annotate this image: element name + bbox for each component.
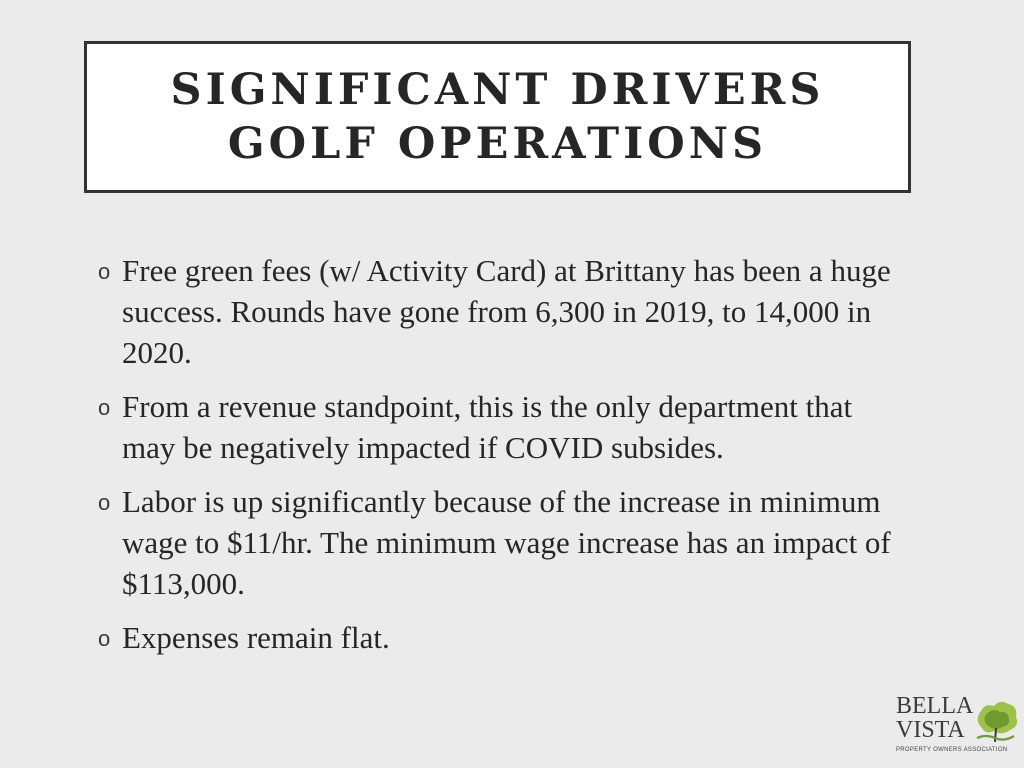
bullet-item [98, 617, 908, 658]
bullet-text: From a revenue standpoint, this is the only department that may be negatively impacted if COVID subsides. [122, 389, 853, 465]
title-box [84, 41, 911, 193]
bullet-item [98, 481, 908, 604]
logo-word-vista: VISTA [896, 717, 965, 743]
bella-vista-logo [892, 692, 1022, 764]
tree-icon [972, 698, 1020, 744]
bullet-item [98, 250, 908, 373]
bullet-marker-icon: o [98, 626, 111, 651]
logo-tagline: PROPERTY OWNERS ASSOCIATION [896, 747, 1008, 753]
bullet-list [98, 250, 908, 671]
slide-title-line-1: SIGNIFICANT DRIVERS [170, 65, 825, 115]
bullet-text: Free green fees (w/ Activity Card) at Brittany has been a huge success. Rounds have gone from 6,300 in 2019, to 14,000 in 2020. [122, 253, 891, 370]
bullet-text: Expenses remain flat. [122, 620, 390, 655]
bullet-marker-icon: o [98, 490, 111, 515]
logo-word-bella: BELLA [896, 693, 974, 719]
bullet-item [98, 386, 908, 468]
bullet-marker-icon: o [98, 259, 111, 284]
bullet-text: Labor is up significantly because of the increase in minimum wage to $11/hr. The minimum wage increase has an impact of $113,000. [122, 484, 891, 601]
slide-title-line-2: GOLF OPERATIONS [227, 119, 768, 169]
bullet-marker-icon: o [98, 395, 111, 420]
